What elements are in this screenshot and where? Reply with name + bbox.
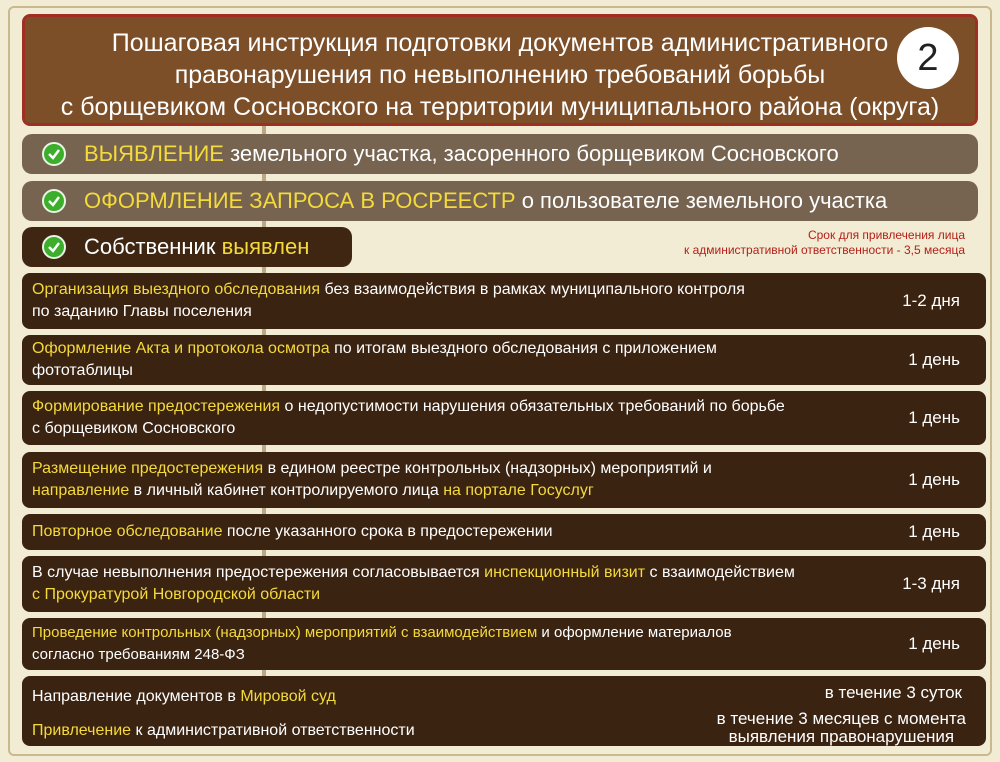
deadline-note: [605, 228, 965, 258]
row-text: к административной ответственности: [131, 722, 415, 739]
row-highlight: на портале Госуслуг: [443, 482, 594, 499]
row-text: в личный кабинет контролируемого лица: [129, 482, 444, 499]
step-detection-highlight: ВЫЯВЛЕНИЕ: [84, 141, 224, 166]
step-owner-found: [22, 227, 352, 267]
title-line-3: с борщевиком Сосновского на территории муниципального района (округа): [60, 93, 940, 121]
row-highlight: Проведение контрольных (надзорных) мероприятий с взаимодействием: [32, 624, 538, 641]
list-item: [22, 452, 986, 508]
row-text: по заданию Главы поселения: [32, 303, 252, 320]
list-item: [22, 618, 986, 670]
row-text: по итогам выездного обследования с приложением: [329, 340, 717, 357]
check-icon: [42, 189, 66, 213]
row-text: в едином реестре контрольных (надзорных) мероприятий и: [263, 460, 712, 477]
row-highlight: инспекционный визит: [484, 564, 646, 581]
page-number-badge: 2: [897, 27, 959, 89]
row-highlight: Формирование предостережения: [32, 398, 281, 415]
deadline-note-line1: Срок для привлечения лица: [807, 228, 965, 242]
title-banner: [22, 14, 978, 126]
row-text: Направление документов в: [32, 688, 241, 705]
row-duration: в течение 3 суток: [824, 683, 962, 702]
row-text: после указанного срока в предостережении: [222, 523, 553, 540]
row-duration: 1-2 дня: [902, 291, 960, 310]
list-item: [22, 514, 986, 550]
row-highlight: Размещение предостережения: [32, 460, 264, 477]
step-detection: [22, 134, 978, 174]
row-text: согласно требованиям 248-ФЗ: [32, 646, 245, 663]
row-text: о недопустимости нарушения обязательных требований по борьбе: [280, 398, 785, 415]
row-text: с взаимодействием: [645, 564, 795, 581]
step-owner-highlight: выявлен: [221, 234, 310, 259]
row-text: В случае невыполнения предостережения согласовывается: [32, 564, 485, 581]
step-rosreestr-request: [22, 181, 978, 221]
row-duration: 1 день: [908, 522, 960, 541]
title-line-2: правонарушения по невыполнению требований борьбы: [174, 61, 826, 89]
row-highlight: с Прокуратурой Новгородской области: [32, 586, 321, 603]
row-highlight: направление: [32, 482, 130, 499]
row-duration-line: выявления правонарушения: [728, 727, 955, 746]
row-duration: [717, 710, 966, 746]
row-duration: 1 день: [908, 408, 960, 427]
step-rosreestr-highlight: ОФОРМЛЕНИЕ ЗАПРОСА В РОСРЕЕСТР: [84, 188, 516, 213]
row-text: фототаблицы: [32, 362, 133, 379]
deadline-note-line2: к административной ответственности - 3,5 месяца: [683, 243, 965, 257]
row-duration: 1 день: [908, 470, 960, 489]
check-icon: [42, 235, 66, 259]
row-highlight: Мировой суд: [240, 688, 336, 705]
row-duration: 1 день: [908, 350, 960, 369]
list-item: [22, 391, 986, 445]
row-text: без взаимодействия в рамках муниципального контроля: [320, 281, 745, 298]
step-owner-prefix: Собственник: [84, 234, 222, 259]
row-duration: 1-3 дня: [902, 574, 960, 593]
row-highlight: Оформление Акта и протокола осмотра: [32, 340, 330, 357]
title-line-1: Пошаговая инструкция подготовки документов административного: [111, 29, 889, 57]
list-item: [22, 335, 986, 385]
final-step: [22, 676, 986, 746]
step-detection-text: земельного участка, засоренного борщевиком Сосновского: [223, 141, 839, 166]
check-icon: [42, 142, 66, 166]
row-text: с борщевиком Сосновского: [32, 420, 236, 437]
row-duration-line: в течение 3 месяцев с момента: [716, 709, 966, 728]
list-item: [22, 556, 986, 612]
row-text: и оформление материалов: [537, 624, 732, 641]
list-item: [22, 273, 986, 329]
row-highlight: Повторное обследование: [32, 523, 223, 540]
step-rosreestr-text: о пользователе земельного участка: [515, 188, 888, 213]
row-duration: 1 день: [908, 634, 960, 653]
row-highlight: Привлечение: [32, 722, 132, 739]
row-highlight: Организация выездного обследования: [32, 281, 321, 298]
